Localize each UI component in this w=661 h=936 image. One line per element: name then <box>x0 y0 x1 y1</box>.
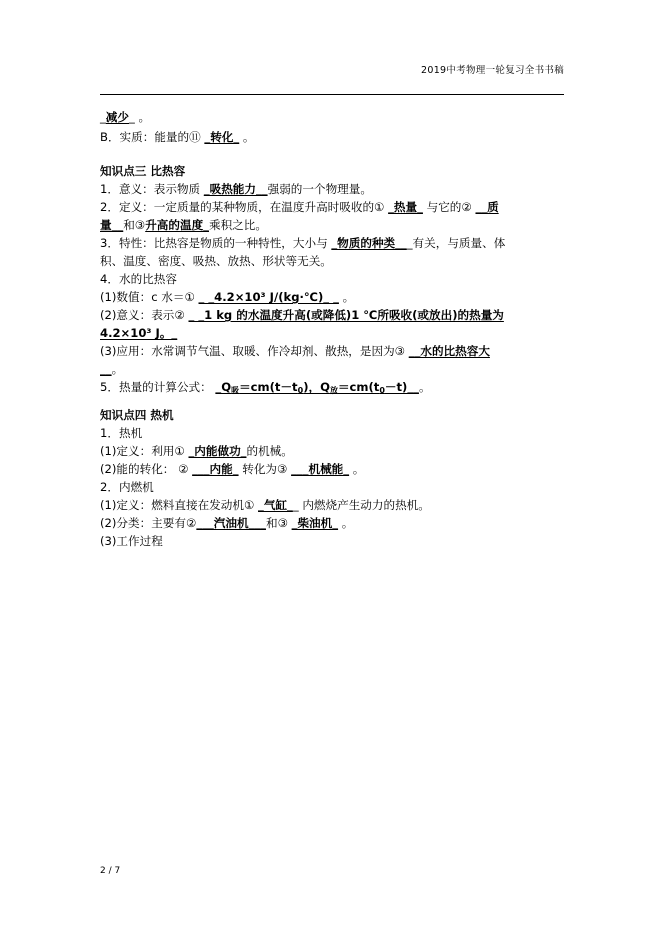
answer-significance: _ _1 kg 的水温度升高(或降低)1 ℃所吸收(或放出)的热量为 <box>188 308 504 322</box>
text: B．实质：能量的⑪ <box>100 130 205 144</box>
line-meaning <box>100 180 372 198</box>
line-reduce <box>100 108 150 126</box>
text: 强弱的一个物理量。 <box>267 182 372 196</box>
line-classification <box>100 514 353 532</box>
answer-internal-energy: ___内能_ <box>192 462 239 476</box>
line-formula <box>100 378 431 400</box>
page-header-title: 2019中考物理一轮复习全书书稿 <box>421 65 564 76</box>
text: 2．定义：一定质量的某种物质，在温度升高时吸收的① <box>100 200 389 214</box>
line-application-cont <box>100 360 123 378</box>
answer-gasoline-engine: ___汽油机___ <box>196 516 266 530</box>
header-rule <box>100 94 564 95</box>
formula-subscript: 放 <box>329 386 338 395</box>
text: _有关，与质量、体 <box>406 236 506 250</box>
answer-water-value: _ _4.2×10³ J/(kg·℃)_ _ <box>198 290 339 304</box>
line-water-heading: 4．水的比热容 <box>100 272 177 286</box>
answer-mass-part1: __质 <box>475 200 499 214</box>
line-engine-definition <box>100 442 293 460</box>
text: 。 <box>418 380 431 394</box>
text: 的机械。 <box>246 444 293 458</box>
answer-internal-energy-work: _内能做功_ <box>188 444 247 458</box>
line-engine-heading: 1．热机 <box>100 426 143 440</box>
formula-subscript: 0 <box>297 386 304 395</box>
page-number: 2 / 7 <box>100 866 121 876</box>
text: (3)应用：水常调节气温、取暖、作冷却剂、散热，是因为③ <box>100 344 409 358</box>
formula-subscript: 吸 <box>231 386 240 395</box>
line-energy-conversion <box>100 460 364 478</box>
text: 。 <box>239 130 255 144</box>
text: 。 <box>338 516 354 530</box>
line-definition <box>100 198 499 216</box>
formula-subscript: 0 <box>379 386 385 395</box>
text: 和③ <box>265 516 292 530</box>
answer-mass-part2: 量__ <box>100 218 124 232</box>
formula-part: ＝cm(t <box>337 380 380 394</box>
line-definition-cont <box>100 216 267 234</box>
text: (2)能的转化： ② <box>100 462 193 476</box>
text: (2)分类：主要有② <box>100 516 197 530</box>
line-combustion-heading: 2．内燃机 <box>100 480 154 494</box>
answer-large-capacity: __水的比热容大 <box>408 344 490 358</box>
answer-mechanical-energy: ___机械能_ <box>291 462 350 476</box>
text: (1)定义：利用① <box>100 444 189 458</box>
line-value <box>100 288 354 306</box>
answer-reduce: 减少 <box>105 110 129 124</box>
text: _ <box>100 110 106 124</box>
line-working-process: (3)工作过程 <box>100 534 163 548</box>
text: _ 。 <box>129 110 151 124</box>
text: 。 <box>349 462 365 476</box>
text: (1)定义：燃料直接在发动机① <box>100 498 259 512</box>
text: (1)数值：c 水＝① <box>100 290 199 304</box>
answer-temperature-rise: 升高的温度_ <box>145 218 209 232</box>
text: _ 内燃烧产生动力的热机。 <box>292 498 430 512</box>
section-heading-heat-engine: 知识点四 热机 <box>100 408 174 422</box>
text: (2)意义：表示② <box>100 308 189 322</box>
answer-diesel-engine: _柴油机_ <box>291 516 339 530</box>
formula-part: －t)__ <box>384 380 419 394</box>
text: 1．意义：表示物质 <box>100 182 204 196</box>
answer-heat: _热量_ <box>388 200 423 214</box>
answer-cylinder: _气缸_ <box>258 498 293 512</box>
line-significance <box>100 306 504 324</box>
text: 与它的② <box>422 200 476 214</box>
text: 。 <box>338 290 355 304</box>
formula-part: ＝cm(t－t <box>239 380 298 394</box>
answer-formula <box>215 380 419 394</box>
answer-blank: __ <box>100 362 112 376</box>
answer-heat-absorption: _吸热能力__ <box>203 182 268 196</box>
text: 3．特性：比热容是物质的一种特性，大小与 <box>100 236 332 250</box>
formula-part: )，Q <box>303 380 330 394</box>
text: 转化为③ <box>238 462 292 476</box>
text: 乘积之比。 <box>208 218 267 232</box>
text: 5．热量的计算公式： <box>100 380 212 394</box>
line-combustion-definition <box>100 496 430 514</box>
text: 和③ <box>123 218 146 232</box>
line-essence <box>100 128 254 146</box>
formula-part: _Q <box>215 380 232 394</box>
answer-significance-cont: 4.2×10³ J。_ <box>100 326 178 340</box>
answer-transfer: _转化_ <box>204 130 240 144</box>
line-property <box>100 234 505 252</box>
line-application <box>100 342 490 360</box>
answer-substance-type: _物质的种类__ <box>331 236 407 250</box>
line-property-cont: 积、温度、密度、吸热、放热、形状等无关。 <box>100 254 332 268</box>
line-significance-cont <box>100 324 177 342</box>
text: 。 <box>111 362 124 376</box>
section-heading-specific-heat: 知识点三 比热容 <box>100 164 186 178</box>
